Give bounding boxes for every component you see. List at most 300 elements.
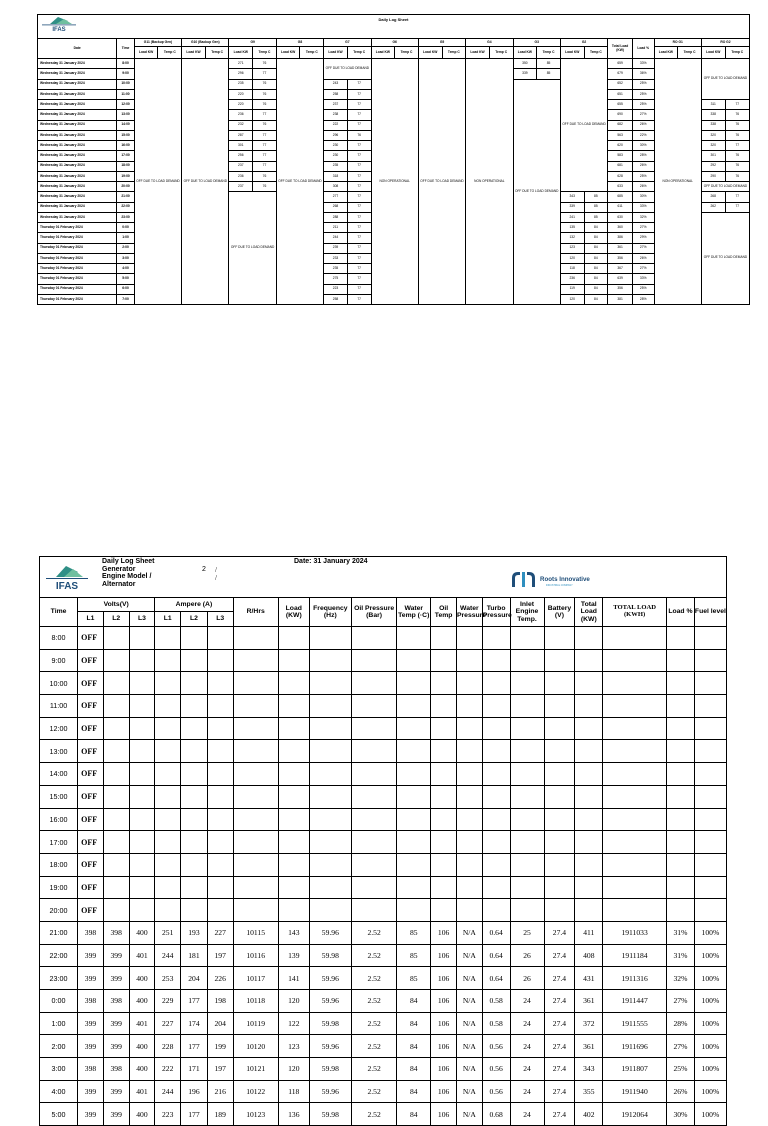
- empty-cell: [482, 672, 510, 695]
- empty-cell: [155, 740, 181, 763]
- top-load-pct: 26%: [632, 182, 654, 192]
- g9-off-note: OFF DUE TO LOAD DEMAND: [229, 192, 276, 305]
- empty-cell: [482, 627, 510, 650]
- inlet-temp: 24: [510, 1103, 544, 1126]
- empty-cell: [603, 763, 667, 786]
- empty-cell: [309, 717, 351, 740]
- amp-l2: 181: [181, 944, 208, 967]
- amp-l3: 227: [207, 921, 233, 944]
- g7-kw: 296: [324, 130, 348, 140]
- empty-cell: [431, 876, 457, 899]
- g9-kw: 220: [229, 89, 253, 99]
- amp-l3: 197: [207, 1058, 233, 1081]
- total-load-kwh: 1911807: [603, 1058, 667, 1081]
- load-kw: 118: [278, 1080, 309, 1103]
- g7-temp: 77: [347, 253, 371, 263]
- empty-cell: [351, 853, 396, 876]
- top-load-pct: 25%: [632, 171, 654, 181]
- empty-cell: [278, 695, 309, 718]
- g9-temp: 77: [253, 130, 277, 140]
- top-subheader-temp: Temp C: [253, 47, 277, 59]
- g7-temp: 77: [347, 192, 371, 202]
- frequency: 59.96: [309, 1035, 351, 1058]
- ro-g2-kw: 320: [701, 130, 725, 140]
- empty-cell: [351, 627, 396, 650]
- volts-l1: 398: [78, 921, 104, 944]
- empty-cell: [181, 808, 208, 831]
- empty-cell: [482, 649, 510, 672]
- empty-cell: [603, 740, 667, 763]
- empty-cell: [667, 808, 695, 831]
- ro-g2-kw: 262: [701, 202, 725, 212]
- top-subheader-temp: Temp C: [584, 47, 608, 59]
- empty-cell: [278, 672, 309, 695]
- amp-l2: 174: [181, 1012, 208, 1035]
- ifas-logo-text: IFAS: [55, 581, 79, 592]
- empty-cell: [694, 808, 726, 831]
- empty-cell: [103, 831, 129, 854]
- empty-cell: [482, 763, 510, 786]
- total-load-kwh: 1911033: [603, 921, 667, 944]
- g2-temp: 84: [584, 233, 608, 243]
- empty-cell: [456, 627, 482, 650]
- volts-l2: 399: [103, 1080, 129, 1103]
- amp-l2: 177: [181, 1103, 208, 1126]
- total-load-kw: 411: [575, 921, 603, 944]
- oil-pressure: 2.52: [351, 1080, 396, 1103]
- row-status: OFF: [78, 899, 104, 922]
- g7-kw: 308: [324, 182, 348, 192]
- amp-l3: 216: [207, 1080, 233, 1103]
- top-total-load: 620: [608, 141, 633, 151]
- generator-off-row: [40, 831, 727, 854]
- amp-l2: 171: [181, 1058, 208, 1081]
- oil-temp: 106: [431, 967, 457, 990]
- battery: 27.4: [544, 944, 575, 967]
- row-time: 2:00: [40, 1035, 78, 1058]
- top-group-header-row: [38, 39, 750, 47]
- header-oil-temp: Oil Temp: [431, 598, 457, 627]
- top-date-cell: Wednesday 31 January 2024: [38, 69, 117, 79]
- top-subheader-kw: Load KW: [466, 47, 490, 59]
- top-time-cell: 21:00: [117, 192, 135, 202]
- frequency: 59.98: [309, 944, 351, 967]
- g11-off-note: OFF DUE TO LOAD DEMAND: [134, 59, 181, 305]
- empty-cell: [510, 740, 544, 763]
- empty-cell: [431, 785, 457, 808]
- load-pct: 31%: [667, 944, 695, 967]
- oil-temp: 106: [431, 944, 457, 967]
- empty-cell: [397, 740, 431, 763]
- total-load-kw: 361: [575, 1035, 603, 1058]
- top-load-pct: 25%: [632, 100, 654, 110]
- volts-l3: 400: [129, 990, 155, 1013]
- volts-l3: 400: [129, 1058, 155, 1081]
- empty-cell: [694, 695, 726, 718]
- empty-cell: [278, 740, 309, 763]
- row-time: 9:00: [40, 649, 78, 672]
- generator-off-row: [40, 717, 727, 740]
- top-group-header: G10 (Backup Gen): [182, 39, 229, 47]
- empty-cell: [309, 672, 351, 695]
- top-load-pct: 33%: [632, 59, 654, 69]
- total-load-kwh: 1911447: [603, 990, 667, 1013]
- ro-g2-temp: 76: [725, 171, 749, 181]
- empty-cell: [181, 695, 208, 718]
- g2-temp: 84: [584, 274, 608, 284]
- volts-l3: 400: [129, 1103, 155, 1126]
- water-pressure: N/A: [456, 944, 482, 967]
- fuel-level: 100%: [694, 1058, 726, 1081]
- empty-cell: [544, 785, 575, 808]
- fuel-level: 100%: [694, 1080, 726, 1103]
- generator-data-row: [40, 967, 727, 990]
- empty-cell: [575, 740, 603, 763]
- empty-cell: [510, 695, 544, 718]
- top-total-load: 690: [608, 110, 633, 120]
- g2-kw: 118: [560, 264, 584, 274]
- generator-off-row: [40, 785, 727, 808]
- g7-kw: 233: [324, 253, 348, 263]
- top-time-cell: 20:00: [117, 182, 135, 192]
- empty-cell: [233, 899, 278, 922]
- oil-pressure: 2.52: [351, 1035, 396, 1058]
- generator-data-row: [40, 944, 727, 967]
- empty-cell: [129, 763, 155, 786]
- sheet-date: Date: 31 January 2024: [294, 558, 368, 565]
- run-hours: 10115: [233, 921, 278, 944]
- total-load-kwh: 1911316: [603, 967, 667, 990]
- header-rhrs: R/Hrs: [233, 598, 278, 627]
- top-subheader-kw: Load KW: [182, 47, 206, 59]
- ro-g2-off-note: OFF DUE TO LOAD DEMAND: [701, 59, 749, 100]
- g2-kw: 119: [560, 284, 584, 294]
- top-group-header: G4: [466, 39, 513, 47]
- total-load-kwh: 1911184: [603, 944, 667, 967]
- g7-temp: 77: [347, 89, 371, 99]
- top-time-cell: 14:00: [117, 120, 135, 130]
- volts-l1: 398: [78, 1058, 104, 1081]
- top-group-header: G8: [276, 39, 323, 47]
- top-date-cell: Wednesday 31 January 2024: [38, 100, 117, 110]
- top-date-cell: Wednesday 31 January 2024: [38, 79, 117, 89]
- top-load-pct: 28%: [632, 151, 654, 161]
- top-date-cell: Thursday 01 February 2024: [38, 274, 117, 284]
- row-time: 3:00: [40, 1058, 78, 1081]
- g9-kw: 301: [229, 141, 253, 151]
- empty-cell: [431, 831, 457, 854]
- frequency: 59.98: [309, 1012, 351, 1035]
- empty-cell: [544, 876, 575, 899]
- ro-g2-temp: 77: [725, 192, 749, 202]
- top-date-cell: Thursday 01 February 2024: [38, 253, 117, 263]
- top-total-load: 367: [608, 264, 633, 274]
- empty-cell: [667, 763, 695, 786]
- g9-kw: 237: [229, 161, 253, 171]
- g3-temp: 85: [537, 59, 561, 69]
- g7-kw: 230: [324, 151, 348, 161]
- empty-cell: [181, 785, 208, 808]
- top-time-cell: 22:00: [117, 202, 135, 212]
- ro-g2-temp: 76: [725, 130, 749, 140]
- top-time-cell: 11:00: [117, 89, 135, 99]
- row-time: 19:00: [40, 876, 78, 899]
- empty-cell: [233, 717, 278, 740]
- volts-l2: 399: [103, 967, 129, 990]
- empty-cell: [456, 876, 482, 899]
- g2-temp: 84: [584, 294, 608, 304]
- empty-cell: [129, 899, 155, 922]
- empty-cell: [694, 785, 726, 808]
- top-load-pct: 28%: [632, 294, 654, 304]
- empty-cell: [129, 785, 155, 808]
- top-date-cell: Wednesday 31 January 2024: [38, 161, 117, 171]
- empty-cell: [575, 627, 603, 650]
- top-time-cell: 12:00: [117, 100, 135, 110]
- ro-g2-kw: 320: [701, 141, 725, 151]
- empty-cell: [278, 808, 309, 831]
- row-status: OFF: [78, 649, 104, 672]
- water-temp: 84: [397, 1035, 431, 1058]
- g2-kw: 339: [560, 202, 584, 212]
- oil-temp: 106: [431, 1058, 457, 1081]
- top-group-header: G6: [371, 39, 418, 47]
- generator-data-row: [40, 1035, 727, 1058]
- empty-cell: [129, 740, 155, 763]
- ro-g2-off-note: OFF DUE TO LOAD DEMAND: [701, 212, 749, 304]
- empty-cell: [431, 717, 457, 740]
- empty-cell: [397, 899, 431, 922]
- top-load-pct: 25%: [632, 284, 654, 294]
- empty-cell: [667, 649, 695, 672]
- load-pct: 32%: [667, 967, 695, 990]
- empty-cell: [309, 853, 351, 876]
- top-group-header: G5: [418, 39, 465, 47]
- generator-off-row: [40, 853, 727, 876]
- top-total-load: 639: [608, 274, 633, 284]
- empty-cell: [456, 831, 482, 854]
- empty-cell: [351, 876, 396, 899]
- load-kw: 141: [278, 967, 309, 990]
- oil-pressure: 2.52: [351, 967, 396, 990]
- empty-cell: [667, 785, 695, 808]
- row-time: 15:00: [40, 785, 78, 808]
- generator-data-row: [40, 921, 727, 944]
- empty-cell: [667, 717, 695, 740]
- g7-kw: 235: [324, 161, 348, 171]
- header-volts-l1: L1: [78, 612, 104, 627]
- g7-temp: 77: [347, 243, 371, 253]
- empty-cell: [482, 717, 510, 740]
- volts-l3: 400: [129, 921, 155, 944]
- brand-name: Roots Innovative: [540, 576, 590, 583]
- top-total-load: 360: [608, 223, 633, 233]
- top-load-pct: 27%: [632, 110, 654, 120]
- top-time-cell: 13:00: [117, 110, 135, 120]
- header-total-load-kwh: TOTAL LOAD (KWH): [603, 598, 667, 627]
- empty-cell: [351, 695, 396, 718]
- inlet-temp: 24: [510, 1012, 544, 1035]
- generator-log-sheet: [39, 556, 727, 1126]
- empty-cell: [456, 763, 482, 786]
- g9-kw: 271: [229, 59, 253, 69]
- g7-kw: 243: [324, 79, 348, 89]
- g9-kw: 235: [229, 79, 253, 89]
- top-time-cell: 2:00: [117, 243, 135, 253]
- g7-temp: 77: [347, 264, 371, 274]
- top-subheader-temp: Temp C: [489, 47, 513, 59]
- top-group-header: G9: [229, 39, 276, 47]
- empty-cell: [544, 672, 575, 695]
- empty-cell: [278, 853, 309, 876]
- header-amp-l3: L3: [207, 612, 233, 627]
- empty-cell: [207, 853, 233, 876]
- water-temp: 84: [397, 1058, 431, 1081]
- top-total-load: 685: [608, 192, 633, 202]
- empty-cell: [309, 785, 351, 808]
- g9-temp: 77: [253, 110, 277, 120]
- empty-cell: [694, 853, 726, 876]
- empty-cell: [207, 876, 233, 899]
- engine-model-label: Engine Model /: [102, 573, 152, 580]
- g7-kw: 277: [324, 192, 348, 202]
- empty-cell: [431, 649, 457, 672]
- top-load-pct: 33%: [632, 274, 654, 284]
- battery: 27.4: [544, 1058, 575, 1081]
- row-status: OFF: [78, 627, 104, 650]
- top-total-load: 356: [608, 253, 633, 263]
- top-date-cell: Wednesday 31 January 2024: [38, 89, 117, 99]
- top-subheader-kw: Load KW: [134, 47, 158, 59]
- top-subheader-kw: Load KW: [418, 47, 442, 59]
- g2-temp: 84: [584, 243, 608, 253]
- top-time-cell: 23:00: [117, 212, 135, 222]
- alternator-label: Alternator: [102, 580, 136, 588]
- g2-kw: 120: [560, 253, 584, 263]
- g7-kw: 237: [324, 100, 348, 110]
- amp-l2: 177: [181, 1035, 208, 1058]
- empty-cell: [155, 899, 181, 922]
- row-status: OFF: [78, 717, 104, 740]
- empty-cell: [431, 627, 457, 650]
- empty-cell: [510, 785, 544, 808]
- top-total-load: 655: [608, 100, 633, 110]
- empty-cell: [397, 876, 431, 899]
- top-title-row: [38, 15, 750, 39]
- water-temp: 85: [397, 921, 431, 944]
- g4-nonop-note: NON OPERATIONAL: [466, 59, 513, 305]
- empty-cell: [181, 717, 208, 740]
- top-subheader-temp: Temp C: [725, 47, 749, 59]
- top-subheader-kw: Load KW: [371, 47, 395, 59]
- empty-cell: [181, 831, 208, 854]
- water-temp: 84: [397, 990, 431, 1013]
- g9-temp: 77: [253, 151, 277, 161]
- volts-l3: 401: [129, 944, 155, 967]
- oil-temp: 106: [431, 921, 457, 944]
- g3-temp: 85: [537, 69, 561, 79]
- row-time: 12:00: [40, 717, 78, 740]
- top-header-load-pct: Load %: [632, 39, 654, 59]
- load-kw: 120: [278, 990, 309, 1013]
- water-temp: 84: [397, 1080, 431, 1103]
- frequency: 59.96: [309, 1080, 351, 1103]
- battery: 27.4: [544, 921, 575, 944]
- empty-cell: [694, 831, 726, 854]
- g9-kw: 237: [229, 182, 253, 192]
- empty-cell: [397, 672, 431, 695]
- empty-cell: [544, 808, 575, 831]
- ifas-logo-icon: [38, 15, 82, 32]
- empty-cell: [694, 717, 726, 740]
- top-header-total-load: Total Load (KW): [608, 39, 633, 59]
- g8-off-note: OFF DUE TO LOAD DEMAND: [276, 59, 323, 305]
- total-load-kw: 355: [575, 1080, 603, 1103]
- empty-cell: [351, 899, 396, 922]
- empty-cell: [694, 740, 726, 763]
- empty-cell: [667, 876, 695, 899]
- empty-cell: [155, 808, 181, 831]
- empty-cell: [309, 649, 351, 672]
- generator-data-row: [40, 990, 727, 1013]
- top-time-cell: 5:00: [117, 274, 135, 284]
- top-date-cell: Wednesday 31 January 2024: [38, 120, 117, 130]
- battery: 27.4: [544, 1103, 575, 1126]
- row-time: 13:00: [40, 740, 78, 763]
- row-time: 23:00: [40, 967, 78, 990]
- row-status: OFF: [78, 876, 104, 899]
- g9-temp: 77: [253, 161, 277, 171]
- amp-l1: 228: [155, 1035, 181, 1058]
- ro-g2-off-note: OFF DUE TO LOAD DEMAND: [701, 182, 749, 192]
- top-load-pct: 25%: [632, 89, 654, 99]
- row-status: OFF: [78, 740, 104, 763]
- amp-l3: 189: [207, 1103, 233, 1126]
- g9-kw: 232: [229, 120, 253, 130]
- g7-temp: 77: [347, 202, 371, 212]
- g7-kw: 235: [324, 264, 348, 274]
- top-subheader-temp: Temp C: [678, 47, 702, 59]
- volts-l1: 399: [78, 1012, 104, 1035]
- top-load-pct: 30%: [632, 141, 654, 151]
- top-time-cell: 17:00: [117, 151, 135, 161]
- empty-cell: [233, 740, 278, 763]
- oil-temp: 106: [431, 1035, 457, 1058]
- empty-cell: [207, 808, 233, 831]
- generator-off-row: [40, 876, 727, 899]
- empty-cell: [510, 672, 544, 695]
- empty-cell: [694, 899, 726, 922]
- load-pct: 31%: [667, 921, 695, 944]
- empty-cell: [103, 672, 129, 695]
- frequency: 59.96: [309, 967, 351, 990]
- g2-temp: 85: [584, 212, 608, 222]
- top-time-cell: 9:00: [117, 69, 135, 79]
- empty-cell: [694, 627, 726, 650]
- empty-cell: [278, 717, 309, 740]
- fuel-level: 100%: [694, 944, 726, 967]
- top-group-header: G7: [324, 39, 371, 47]
- load-kw: 139: [278, 944, 309, 967]
- top-load-pct: 26%: [632, 120, 654, 130]
- oil-pressure: 2.52: [351, 1103, 396, 1126]
- empty-cell: [351, 763, 396, 786]
- empty-cell: [233, 672, 278, 695]
- empty-cell: [181, 740, 208, 763]
- empty-cell: [397, 695, 431, 718]
- load-kw: 123: [278, 1035, 309, 1058]
- generator-off-row: [40, 649, 727, 672]
